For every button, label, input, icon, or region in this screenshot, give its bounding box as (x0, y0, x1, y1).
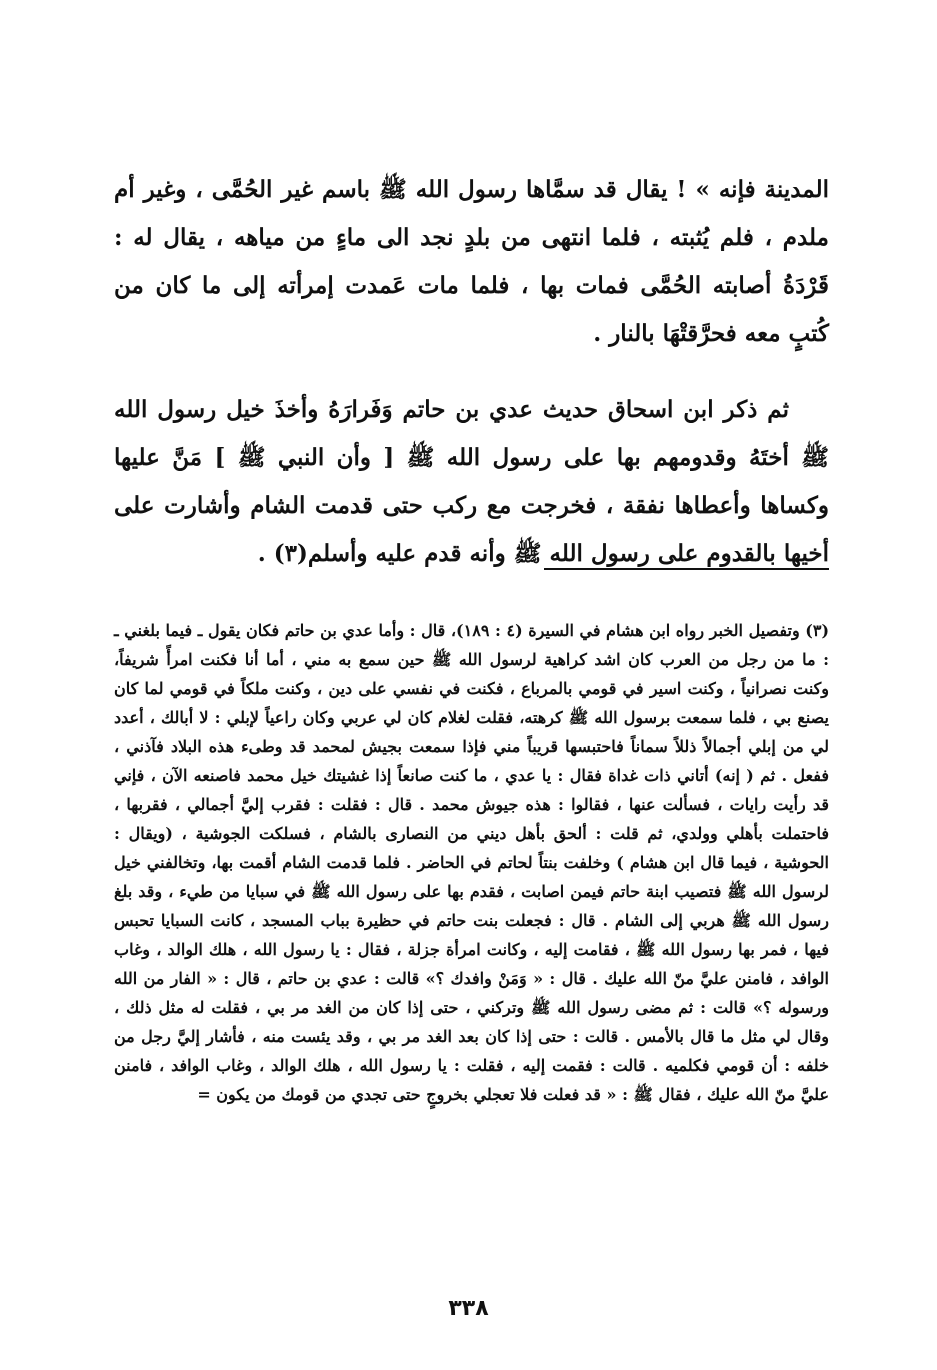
footnote (114, 616, 829, 1109)
main-text (114, 166, 829, 578)
main-paragraph-2: ثم ذكر ابن اسحاق حديث عدي بن حاتم وَفَرارَهُ وأخذَ خيل رسول الله ﷺ أختَهُ وقدومهم بها على رسول الله ﷺ [ وأن النبي ﷺ ] مَنَّ عليها وكساها وأعطاها نفقة ، فخرجت مع ركب حتى قدمت الشام وأشارت على أخيها بالقدوم على رسول الله ﷺ وأنه قدم عليه وأسلم(٣) . (114, 396, 829, 567)
page-number: ٣٣٨ (448, 1296, 489, 1321)
footnote-divider (544, 568, 829, 570)
footnote-text: (٣) وتفصيل الخبر رواه ابن هشام في السيرة (٤ : ١٨٩)، قال : وأما عدي بن حاتم فكان يقول ـ فيما بلغني ـ : ما من رجل من العرب كان اشد كراهية لرسول الله ﷺ حين سمع به مني ، أما أنا فكنت امرأً شريفاً، وكنت نصرانياً ، وكنت اسير في قومي بالمرباع ، فكنت في نفسي على دين ، وكنت ملكاً في قومي لما كان يصنع بي ، فلما سمعت برسول الله ﷺ كرهته، فقلت لغلام كان لي عربي وكان راعياً لإبلي : لا أبالك ، أعدد لي من إبلي أجمالاً ذللاً سماناً فاحتبسها قريباً مني فإذا سمعت بجيش لمحمد قد وطىء هذه البلاد فآذني ، ففعل . ثم ( إنه) أتاني ذات غداة فقال : يا عدي ، ما كنت صانعاً إذا غشيتك خيل محمد فاصنعه الآن ، فإني قد رأيت رايات ، فسألت عنها ، فقالوا : هذه جيوش محمد . قال : فقلت : فقرب إليَّ أجمالي ، فقربها ، فاحتملت بأهلي وولدي، ثم قلت : ألحق بأهل ديني من النصارى بالشام ، فسلكت الجوشية ، (ويقال : الحوشية ، فيما قال ابن هشام ) وخلفت بنتاً لحاتم في الحاضر . فلما قدمت الشام أقمت بها، وتخالفني خيل لرسول الله ﷺ فتصيب ابنة حاتم فيمن اصابت ، فقدم بها على رسول الله ﷺ في سبايا من طيء ، وقد بلغ رسول الله ﷺ هربي إلى الشام . قال : فجعلت بنت حاتم في حظيرة بباب المسجد ، كانت السبايا تحبس فيها ، فمر بها رسول الله ﷺ ، فقامت إليه ، وكانت امرأة جزلة ، فقال : يا رسول الله ، هلك الوالد ، وغاب الوافد ، فامنن عليَّ منّ الله عليك . قال : « وَمَنْ وافدك ؟» قالت : عدي بن حاتم ، قال : « الفار من الله ورسوله ؟» قالت : ثم مضى رسول الله ﷺ وتركني ، حتى إذا كان من الغد مر بي ، فقلت له مثل ذلك ، وقال لي مثل ما قال بالأمس . قالت : حتى إذا كان بعد الغد مر بي ، وقد يئست منه ، فأشار إليَّ رجل من خلفه : أن قومي فكلميه . قالت : فقمت إليه ، فقلت : يا رسول الله ، هلك الوالد ، وغاب الوافد ، فامنن عليَّ منّ الله عليك ، فقال ﷺ : « قد فعلت فلا تعجلي بخروجٍ حتى تجدي من قومك من يكون = (114, 621, 830, 1104)
main-paragraph-1: المدينة فإنه » ! يقال قد سمَّاها رسول الله ﷺ باسم غير الحُمَّى ، وغير أم ملدم ، فلم يُثبته ، فلما انتهى من بلدٍ نجد الى ماءٍ من مياهه ، يقال له : قَرْدَةُ أصابته الحُمَّى فمات بها ، فلما مات عَمدت إمرأته إلى ما كان من كُتبٍ معه فحرَّقتْهَا بالنار . (114, 176, 829, 347)
